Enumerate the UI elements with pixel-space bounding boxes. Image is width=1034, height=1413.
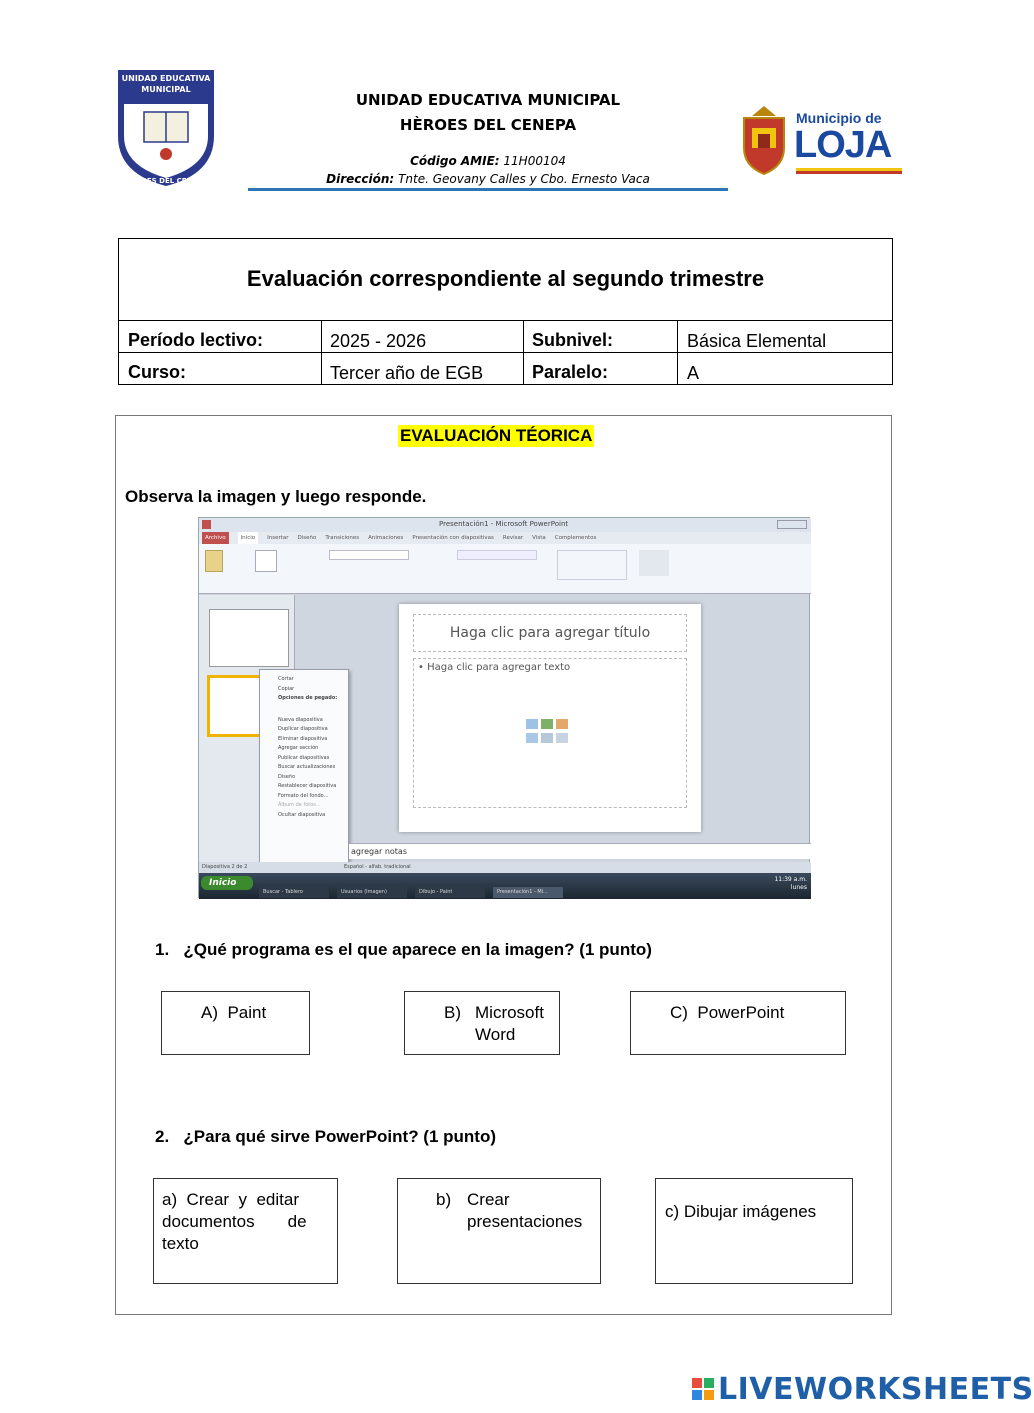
powerpoint-screenshot xyxy=(198,517,810,898)
pp-body-placeholder-label: Haga clic para agregar texto xyxy=(427,662,571,673)
q2-option-b-letter: b) xyxy=(436,1190,452,1209)
info-col-divider-3 xyxy=(677,320,678,385)
pp-paragraph-group xyxy=(457,550,537,560)
pp-menu-layout[interactable]: Diseño xyxy=(278,773,296,780)
q1-option-b-line1: Microsoft xyxy=(475,1003,544,1022)
q1-option-a-label: A) Paint xyxy=(201,1003,267,1022)
municipality-line1: Municipio de xyxy=(796,110,882,126)
address-label: Dirección: xyxy=(326,172,395,186)
pp-title-placeholder-text: Haga clic para agregar título xyxy=(449,625,651,641)
q1-option-c-label: C) PowerPoint xyxy=(670,1003,785,1022)
taskbar-item-1[interactable]: Buscar - Tablero xyxy=(259,887,329,898)
q2-option-a-line2: documentos de xyxy=(162,1212,307,1231)
pp-notes-pane[interactable] xyxy=(349,843,811,859)
pp-ribbon xyxy=(199,544,811,594)
q2-option-b-line2: presentaciones xyxy=(467,1212,583,1231)
pp-arrange-icon xyxy=(639,550,669,576)
pp-menu-delete[interactable]: Eliminar diapositiva xyxy=(278,735,328,742)
pp-notes-text: agregar notas xyxy=(351,847,407,856)
pp-context-menu xyxy=(259,669,349,869)
amie-line xyxy=(250,154,726,168)
taskbar-clock xyxy=(774,876,807,892)
sublevel-label: Subnivel: xyxy=(532,330,614,350)
pp-menu-items xyxy=(278,675,337,820)
taskbar-time: 11:39 a.m. xyxy=(774,876,807,883)
pp-menu-hide[interactable]: Ocultar diapositiva xyxy=(278,811,326,818)
pp-tab-file[interactable]: Archivo xyxy=(202,532,229,544)
start-button[interactable]: Inicio xyxy=(201,876,253,890)
municipality-stripe-red xyxy=(796,171,902,174)
logo-bottom-text: HÉROES DEL CENEPA xyxy=(124,177,208,185)
info-col-divider-2 xyxy=(523,320,524,385)
course-value: Tercer año de EGB xyxy=(330,363,484,383)
q2-option-b-line1: Crear xyxy=(467,1190,510,1209)
header-divider xyxy=(248,188,728,191)
pp-window-title: Presentación1 - Microsoft PowerPoint xyxy=(439,520,569,528)
school-name-line1: UNIDAD EDUCATIVA MUNICIPAL xyxy=(355,91,621,109)
pp-paste-icon xyxy=(205,550,223,572)
pp-thumbnail-1[interactable] xyxy=(209,609,289,667)
pp-content-icons xyxy=(526,719,566,749)
pp-tab-review[interactable]: Revisar xyxy=(502,535,524,541)
taskbar-item-3[interactable]: Dibujo - Paint xyxy=(415,887,485,898)
course-label: Curso: xyxy=(128,362,186,382)
pp-tab-design[interactable]: Diseño xyxy=(297,535,317,541)
liveworksheets-brand[interactable]: LIVEWORKSHEETS xyxy=(718,1372,1034,1407)
q2-option-c-label: c) Dibujar imágenes xyxy=(665,1202,817,1221)
q2-option-a[interactable] xyxy=(153,1178,338,1284)
parallel-value: A xyxy=(687,363,700,383)
pp-menu-format-bg[interactable]: Formato del fondo... xyxy=(278,792,329,799)
pp-edit-group xyxy=(761,550,805,576)
pp-new-slide-icon xyxy=(255,550,277,572)
info-divider-1 xyxy=(118,320,893,321)
school-name-line2: HÈROES DEL CENEPA xyxy=(399,116,577,134)
sublevel-value: Básica Elemental xyxy=(687,331,827,351)
instruction-text: Observa la imagen y luego responde. xyxy=(125,487,427,506)
municipality-line2: LOJA xyxy=(794,124,892,166)
pp-body-placeholder[interactable] xyxy=(413,658,687,808)
taskbar-items xyxy=(259,887,619,898)
pp-menu-paste-options: Opciones de pegado: xyxy=(278,695,338,701)
school-logo-shield-icon xyxy=(116,66,216,188)
pp-menu-cut[interactable]: Cortar xyxy=(278,676,294,682)
pp-slide xyxy=(399,604,701,832)
info-table xyxy=(118,238,893,385)
taskbar-day: lunes xyxy=(790,884,807,891)
pp-titlebar xyxy=(199,518,811,532)
taskbar-item-2[interactable]: Usuarios (Imagen) xyxy=(337,887,407,898)
pp-tab-view[interactable]: Vista xyxy=(532,535,546,541)
q1-option-b-line2: Word xyxy=(475,1025,516,1044)
amie-label: Código AMIE: xyxy=(410,154,500,168)
pp-body-placeholder-text: • Haga clic para agregar texto xyxy=(418,662,571,673)
pp-menu-reset[interactable]: Restablecer diapositiva xyxy=(278,783,337,789)
pp-menu-duplicate[interactable]: Duplicar diapositiva xyxy=(278,726,328,732)
pp-tab-home[interactable]: Inicio xyxy=(238,532,259,544)
pp-status-slide: Diapositiva 2 de 2 xyxy=(202,864,248,870)
pp-tab-insert[interactable]: Insertar xyxy=(267,535,289,541)
liveworksheets-logo-icon xyxy=(692,1378,714,1400)
q2-option-b[interactable] xyxy=(397,1178,601,1284)
pp-menu-paste-icons xyxy=(278,704,337,716)
amie-value: 11H00104 xyxy=(503,154,566,168)
pp-format-group xyxy=(699,550,749,576)
question-1: 1. ¿Qué programa es el que aparece en la imagen? (1 punto) xyxy=(155,940,652,959)
evaluation-heading: EVALUACIÓN TÉORICA xyxy=(400,426,593,445)
pp-tab-animations[interactable]: Animaciones xyxy=(368,535,404,541)
q1-option-b-letter: B) xyxy=(444,1003,461,1022)
q1-option-c[interactable] xyxy=(630,991,846,1055)
taskbar-item-4[interactable]: Presentación1 - Mi... xyxy=(493,887,563,898)
pp-tab-addins[interactable]: Complementos xyxy=(554,535,597,541)
pp-menu-copy[interactable]: Copiar xyxy=(278,685,295,692)
q2-option-a-line1: a) Crear y editar xyxy=(162,1190,299,1209)
municipality-logo xyxy=(738,104,904,176)
pp-window-controls xyxy=(777,520,807,529)
pp-ribbon-tabs xyxy=(199,532,811,544)
q1-option-b[interactable] xyxy=(404,991,560,1055)
info-col-divider-1 xyxy=(321,320,322,385)
pp-tab-transitions[interactable]: Transiciones xyxy=(325,535,360,541)
pp-title-placeholder[interactable] xyxy=(413,614,687,652)
address-value: Tnte. Geovany Calles y Cbo. Ernesto Vaca xyxy=(398,172,650,186)
q2-option-c[interactable] xyxy=(655,1178,853,1284)
municipality-crest-icon xyxy=(738,104,790,176)
windows-taskbar xyxy=(199,873,811,899)
pp-menu-publish[interactable]: Publicar diapositivas xyxy=(278,754,330,761)
pp-menu-add-section[interactable]: Agregar sección xyxy=(278,745,319,751)
pp-tab-slideshow[interactable]: Presentación con diapositivas xyxy=(412,535,494,541)
pp-status-bar xyxy=(199,862,811,873)
evaluation-title: Evaluación correspondiente al segundo trimestre xyxy=(246,266,765,291)
logo-top-text-1: UNIDAD EDUCATIVA xyxy=(121,74,211,83)
q2-option-a-line3: texto xyxy=(162,1234,199,1253)
address-line xyxy=(250,172,726,186)
pp-app-icon xyxy=(202,520,211,529)
info-divider-2 xyxy=(118,352,893,353)
period-label: Período lectivo: xyxy=(128,330,264,350)
pp-status-language: Español - alfab. tradicional xyxy=(344,864,411,870)
q1-option-a[interactable] xyxy=(161,991,310,1055)
question-2: 2. ¿Para qué sirve PowerPoint? (1 punto) xyxy=(155,1127,497,1146)
pp-menu-new-slide[interactable]: Nueva diapositiva xyxy=(278,716,323,723)
pp-menu-photo-album: Álbum de fotos... xyxy=(278,802,321,808)
pp-shapes-group xyxy=(557,550,627,580)
parallel-label: Paralelo: xyxy=(532,362,609,382)
period-value: 2025 - 2026 xyxy=(330,331,427,351)
pp-menu-check-updates[interactable]: Buscar actualizaciones xyxy=(278,764,336,770)
logo-top-text-2: MUNICIPAL xyxy=(141,85,191,94)
pp-font-box xyxy=(329,550,409,560)
